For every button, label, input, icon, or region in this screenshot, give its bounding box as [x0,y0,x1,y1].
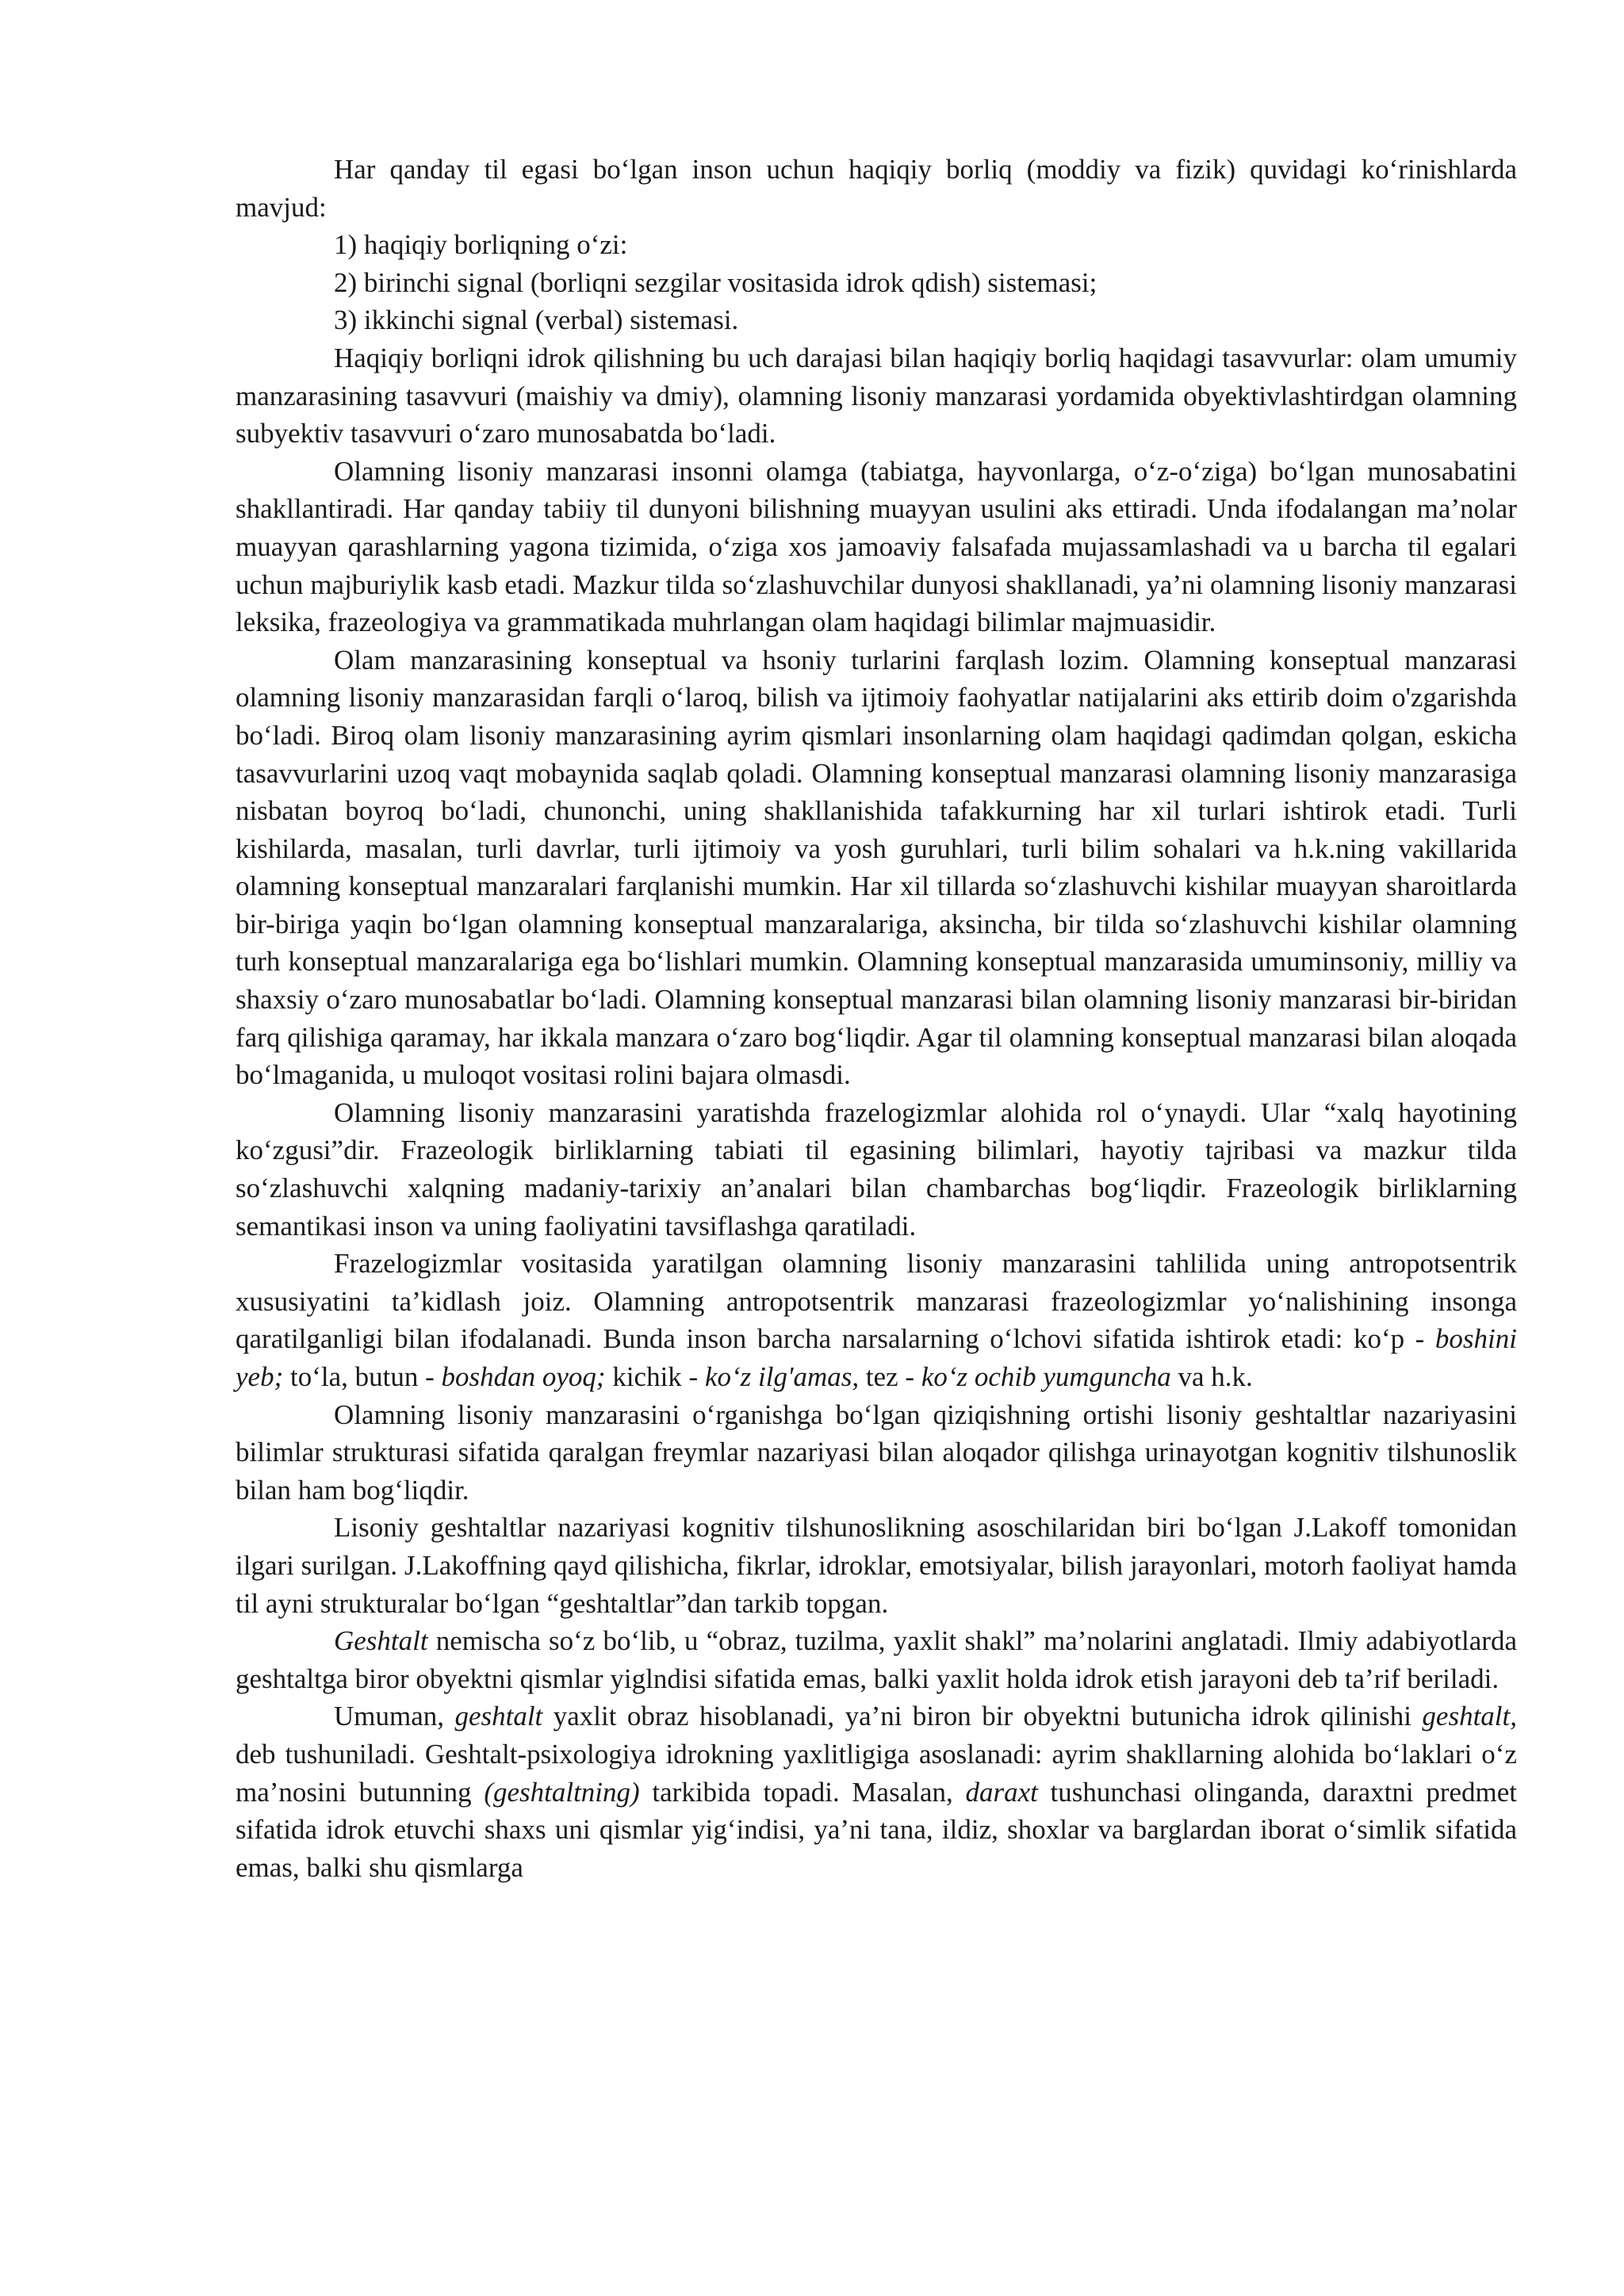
text-run: 3) ikkinchi signal (verbal) sistemasi. [334,304,739,336]
text-run: yaxlit obraz hisoblanadi, ya’ni biron bir obyektni butunicha idrok qilinishi [542,1701,1423,1732]
text-run: Olamning lisoniy manzarasi insonni olamga (tabiatga, hayvonlarga, o‘z-o‘ziga) bo‘lgan munosabatini shakllantiradi. Har qanday tabiiy til dunyoni bilishning muayyan usulini aks ettiradi. Unda ifodalangan ma’nolar muayyan qarashlarning yagona tizimida, o‘ziga xos jamoaviy falsafada mujassamlashadi va u barcha til egalari uchun majburiylik kasb etadi. Mazkur tilda so‘zlashuvchilar dunyosi shakllanadi, ya’ni olamning lisoniy manzarasi leksika, frazeologiya va grammatikada muhrlangan olam haqidagi bilimlar majmuasidir. [236,455,1517,638]
text-run: Lisoniy geshtaltlar nazariyasi kognitiv tilshunoslikning asoschilaridan biri bo‘lgan J.Lakoff tomonidan ilgari surilgan. J.Lakoffning qayd qilishicha, fikrlar, idroklar, emotsiyalar, bilish jarayonlari, motorh faoliyat hamda til ayni strukturalar bo‘lgan “geshtaltlar”dan tarkib topgan. [236,1512,1517,1619]
paragraph [236,641,1517,1094]
text-run: to‘la, butun - [283,1361,442,1392]
list-item [236,264,1517,302]
text-run: kichik - [605,1361,705,1392]
text-run: Olamning lisoniy manzarasini o‘rganishga bo‘lgan qiziqishning ortishi lisoniy geshtaltlar nazariyasini bilimlar strukturasi sifatida qaralgan freymlar nazariyasi bilan aloqador qilishga urinayotgan kognitiv tilshunoslik bilan ham bog‘liqdir. [236,1399,1517,1506]
italic-text: daraxt [965,1776,1038,1808]
italic-text: ko‘z ochib yumguncha [921,1361,1171,1392]
italic-text: (geshtaltning) [484,1776,640,1808]
text-run: Umuman, [334,1701,455,1732]
text-run: 2) birinchi signal (borliqni sezgilar vositasida idrok qdish) sistemasi; [334,266,1097,298]
text-run: Olam manzarasining konseptual va hsoniy turlarini farqlash lozim. Olamning konseptual manzarasi olamning lisoniy manzarasidan farqli o‘laroq, bilish va ijtimoiy faohyatlar natijalarini aks ettirib doim o'zgarishda bo‘ladi. Biroq olam lisoniy manzarasining ayrim qismlari insonlarning olam haqidagi qadimdan qolgan, eskicha tasavvurlarini uzoq vaqt mobaynida saqlab qoladi. Olamning konseptual manzarasi olamning lisoniy manzarasiga nisbatan boyroq bo‘ladi, chunonchi, uning shakllanishida tafakkurning har xil turlari ishtirok etadi. Turli kishilarda, masalan, turli davrlar, turli ijtimoiy va yosh guruhlari, turli bilim sohalari va h.k.ning vakillarida olamning konseptual manzaralari farqlanishi mumkin. Har xil tillarda so‘zlashuvchi kishilar muayyan sharoitlarda bir-biriga yaqin bo‘lgan olamning konseptual manzaralariga, aksincha, bir tilda so‘zlashuvchi kishilar olamning turh konseptual manzaralariga ega bo‘lishlari mumkin. Olamning konseptual manzarasida umuminsoniy, milliy va shaxsiy o‘zaro munosabatlar bo‘ladi. Olamning konseptual manzarasi bilan olamning lisoniy manzarasi bir-biridan farq qilishiga qaramay, har ikkala manzara o‘zaro bog‘liqdir. Agar til olamning konseptual manzarasi bilan aloqada bo‘lmaganida, u muloqot vositasi rolini bajara olmasdi. [236,644,1517,1091]
text-run: va h.k. [1170,1361,1253,1392]
paragraph [236,1622,1517,1697]
text-run: deb tushuniladi. Geshtalt-psixologiya idrokning yaxlitligiga asoslanadi: ayrim shakllarning alohida bo‘laklari o‘z ma’nosini butunning [236,1738,1517,1808]
document-page [236,151,1517,1886]
italic-text: ko‘z ilg'amas, [704,1361,860,1392]
italic-text: boshini yeb; [236,1323,1517,1392]
text-run: Frazelogizmlar vositasida yaratilgan olamning lisoniy manzarasini tahlilida uning antropotsentrik xususiyatini ta’kidlash joiz. Olamning antropotsentrik manzarasi frazeologizmlar yo‘nalishining insonga qaratilganligi bilan ifodalanadi. Bunda inson barcha narsalarning o‘lchovi sifatida ishtirok etadi: ko‘p - [236,1248,1517,1355]
paragraph [236,1396,1517,1510]
text-run: 1) haqiqiy borliqning o‘zi: [334,229,628,261]
paragraph [236,151,1517,226]
paragraph [236,339,1517,453]
text-run: nemischa so‘z bo‘lib, u “obraz, tuzilma, yaxlit shakl” ma’nolarini anglatadi. Ilmiy adabiyotlarda geshtaltga biror obyektni qismlar yiglndisi sifatida emas, balki yaxlit holda idrok etish jarayoni deb ta’rif beriladi. [236,1625,1517,1694]
italic-text: boshdan oyoq; [441,1361,606,1392]
text-run: tarkibida topadi. Masalan, [639,1776,966,1808]
text-run: tez - [859,1361,921,1392]
text-run: tushunchasi olinganda, daraxtni predmet sifatida idrok etuvchi shaxs uni qismlar yig‘indisi, ya’ni tana, ildiz, shoxlar va barglardan iborat o‘simlik sifatida emas, balki shu qismlarga [236,1776,1518,1883]
paragraph [236,1509,1517,1622]
paragraph [236,1094,1517,1245]
italic-text: geshtalt [454,1701,543,1732]
text-run: Haqiqiy borliqni idrok qilishning bu uch darajasi bilan haqiqiy borliq haqidagi tasavvurlar: olam umumiy manzarasining tasavvuri (maishiy va dmiy), olamning lisoniy manzarasi yordamida obyektivlashtirdgan olamning subyektiv tasavvuri o‘zaro munosabatda bo‘ladi. [236,342,1517,450]
italic-text: Geshtalt [334,1625,428,1657]
text-run: Har qanday til egasi bo‘lgan inson uchun haqiqiy borliq (moddiy va fizik) quvidagi ko‘rinishlarda mavjud: [236,154,1517,223]
list-item [236,301,1517,339]
text-run: Olamning lisoniy manzarasini yaratishda frazelogizmlar alohida rol o‘ynaydi. Ular “xalq hayotining ko‘zgusi”dir. Frazeologik birliklarning tabiati til egasining bilimlari, hayotiy tajribasi va mazkur tilda so‘zlashuvchi xalqning madaniy-tarixiy an’analari bilan chambarchas bog‘liqdir. Frazeologik birliklarning semantikasi inson va uning faoliyatini tavsiflashga qaratiladi. [236,1096,1517,1242]
paragraph [236,453,1517,641]
list-item [236,226,1517,264]
italic-text: geshtalt, [1422,1701,1517,1732]
paragraph [236,1697,1517,1886]
paragraph [236,1245,1517,1395]
